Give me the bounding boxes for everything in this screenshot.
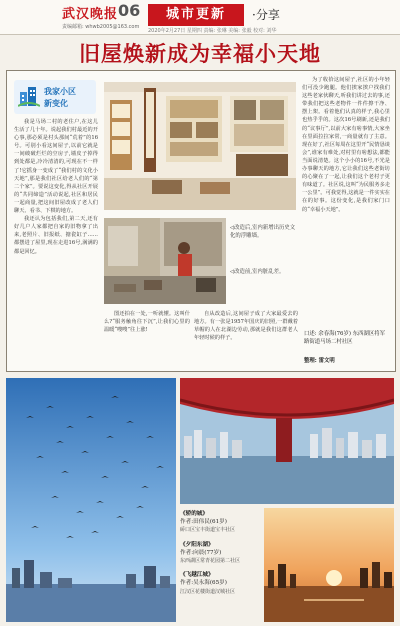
credit-title: 《夕阳东湖》 [180,541,214,548]
article-column-1 [14,118,98,256]
badge-line1: 我家小区 [44,87,76,96]
credit-address: 东西湖区常青花园第二社区 [180,558,241,565]
credit-title: 《飞越江城》 [180,572,214,579]
house-icon [18,84,40,108]
photo-after-renovation [104,82,296,210]
article-column-2 [104,310,190,334]
caption-before: ◁改造前,室内脏乱差。 [230,269,285,275]
section-title: 城市更新 [148,4,244,26]
article-paragraph: 我还认为包括我们,第二天,还有好几户人家都把自家的旧物拿了出来,老照片、旧报纸、搪瓷缸子……都摆进了屋里,现在走进16号,满满的都是回忆。 [14,216,98,255]
section-subtitle: ·分享 [252,8,280,22]
photo-birds-over-city [6,378,176,622]
article-paragraph: 我是马场二村的老住户,在这儿生活了几十年。说起我们村最近的开心事,那必须是村头那间“荒着”的16号。可别小看这间屋子,以前它就是一间破破烂烂的空房子,墙皮子掉得到处都是,冷冷清清的,可现在不一样了!它摇身一变成了“我们村的文化小天地”,那是我们社区给老人们的“第二个家”。要说这变化,得从社区开展的“共同缔造”活动说起,社区和居民一起商量,把这间旧屋改成了老人们聊天、看书、下棋的地方。 [14,119,98,215]
dateline: 2020年2月27日 星期四 责编: 张琳 美编: 张毅 校对: 刘华 [148,28,277,34]
credit-address: 硚口区宝丰街道宝丰社区 [180,527,236,534]
masthead [0,0,400,35]
article-column-3 [194,310,298,342]
photo-sunset [264,508,394,622]
photo-before-renovation [104,218,226,304]
badge-line2: 新变化 [44,99,68,108]
credit-title: 《轿的城》 [180,511,208,517]
article-paragraph: 为了收拾这间屋子,社区的小年轻们可没少跑腿。他们挨家挨户找我们这些老家伙聊天,听我们讲过去的事,还带我们把这些老物件一件件擦干净、摆上架。看着他们认真的样子,我心里也热乎乎的。这次16号刷新,还是我们的“议事厅”,以前大家有啥事情,大家坐在里面拉拉家常,一商量就有了主意。现在好了,社区每周在这里开“民情恳谈会”,谁家有难处,对村里有啥想法,都能当面说清楚。这个小小的16号,不光是办事聊天的地方,它让我们这些老街坊的心聚在了一起,让我们这个老村子更有味道了。社区说,这叫“为民服务多走一公里”。可我觉得,这就是一件实实在在的好事。这份变化,是我们家门口的“幸福小天地”。 [302,77,390,213]
article-column-4 [302,76,390,214]
article-paragraph: 自从改造后,这间屋子成了大家最爱去的地方。有一张是1957年国庆的旧照,一群戴着草帽的人在北湖边劳动,那就是我们这群老人年轻时候的样子。 [194,311,298,342]
editor-credit: 整理: 雷文明 [304,358,335,364]
headline: 旧屋焕新成为幸福小天地 [79,42,321,66]
caption-after: ◁改造后,室内新增出历史文化的浮雕墙。 [230,225,296,239]
editor-email: 责编邮箱: whwb2005@163.com [62,24,140,30]
byline: 口述: 余春海(76岁) 东西湖区将军路街道马场二村社区 [304,331,385,345]
column-badge [14,80,96,114]
credit-author: 作者:田伟民(61岁) [180,519,227,526]
photo-bridge [180,378,394,504]
page-number: 06 [118,1,141,20]
credit-address: 江汉区花楼街道汉城社区 [180,588,236,595]
credit-author: 作者:向晨(77岁) [180,549,222,556]
credit-author: 作者:吴永海(65岁) [180,580,227,587]
photo-credits [180,510,262,596]
newspaper-logo: 武汉晚报 [62,7,119,22]
article-paragraph: 图还拍在一处,一听就懂。这叫什么?“服务触角往下沉”,让我们心里的温暖“嗖嗖”往上涨! [104,311,190,334]
